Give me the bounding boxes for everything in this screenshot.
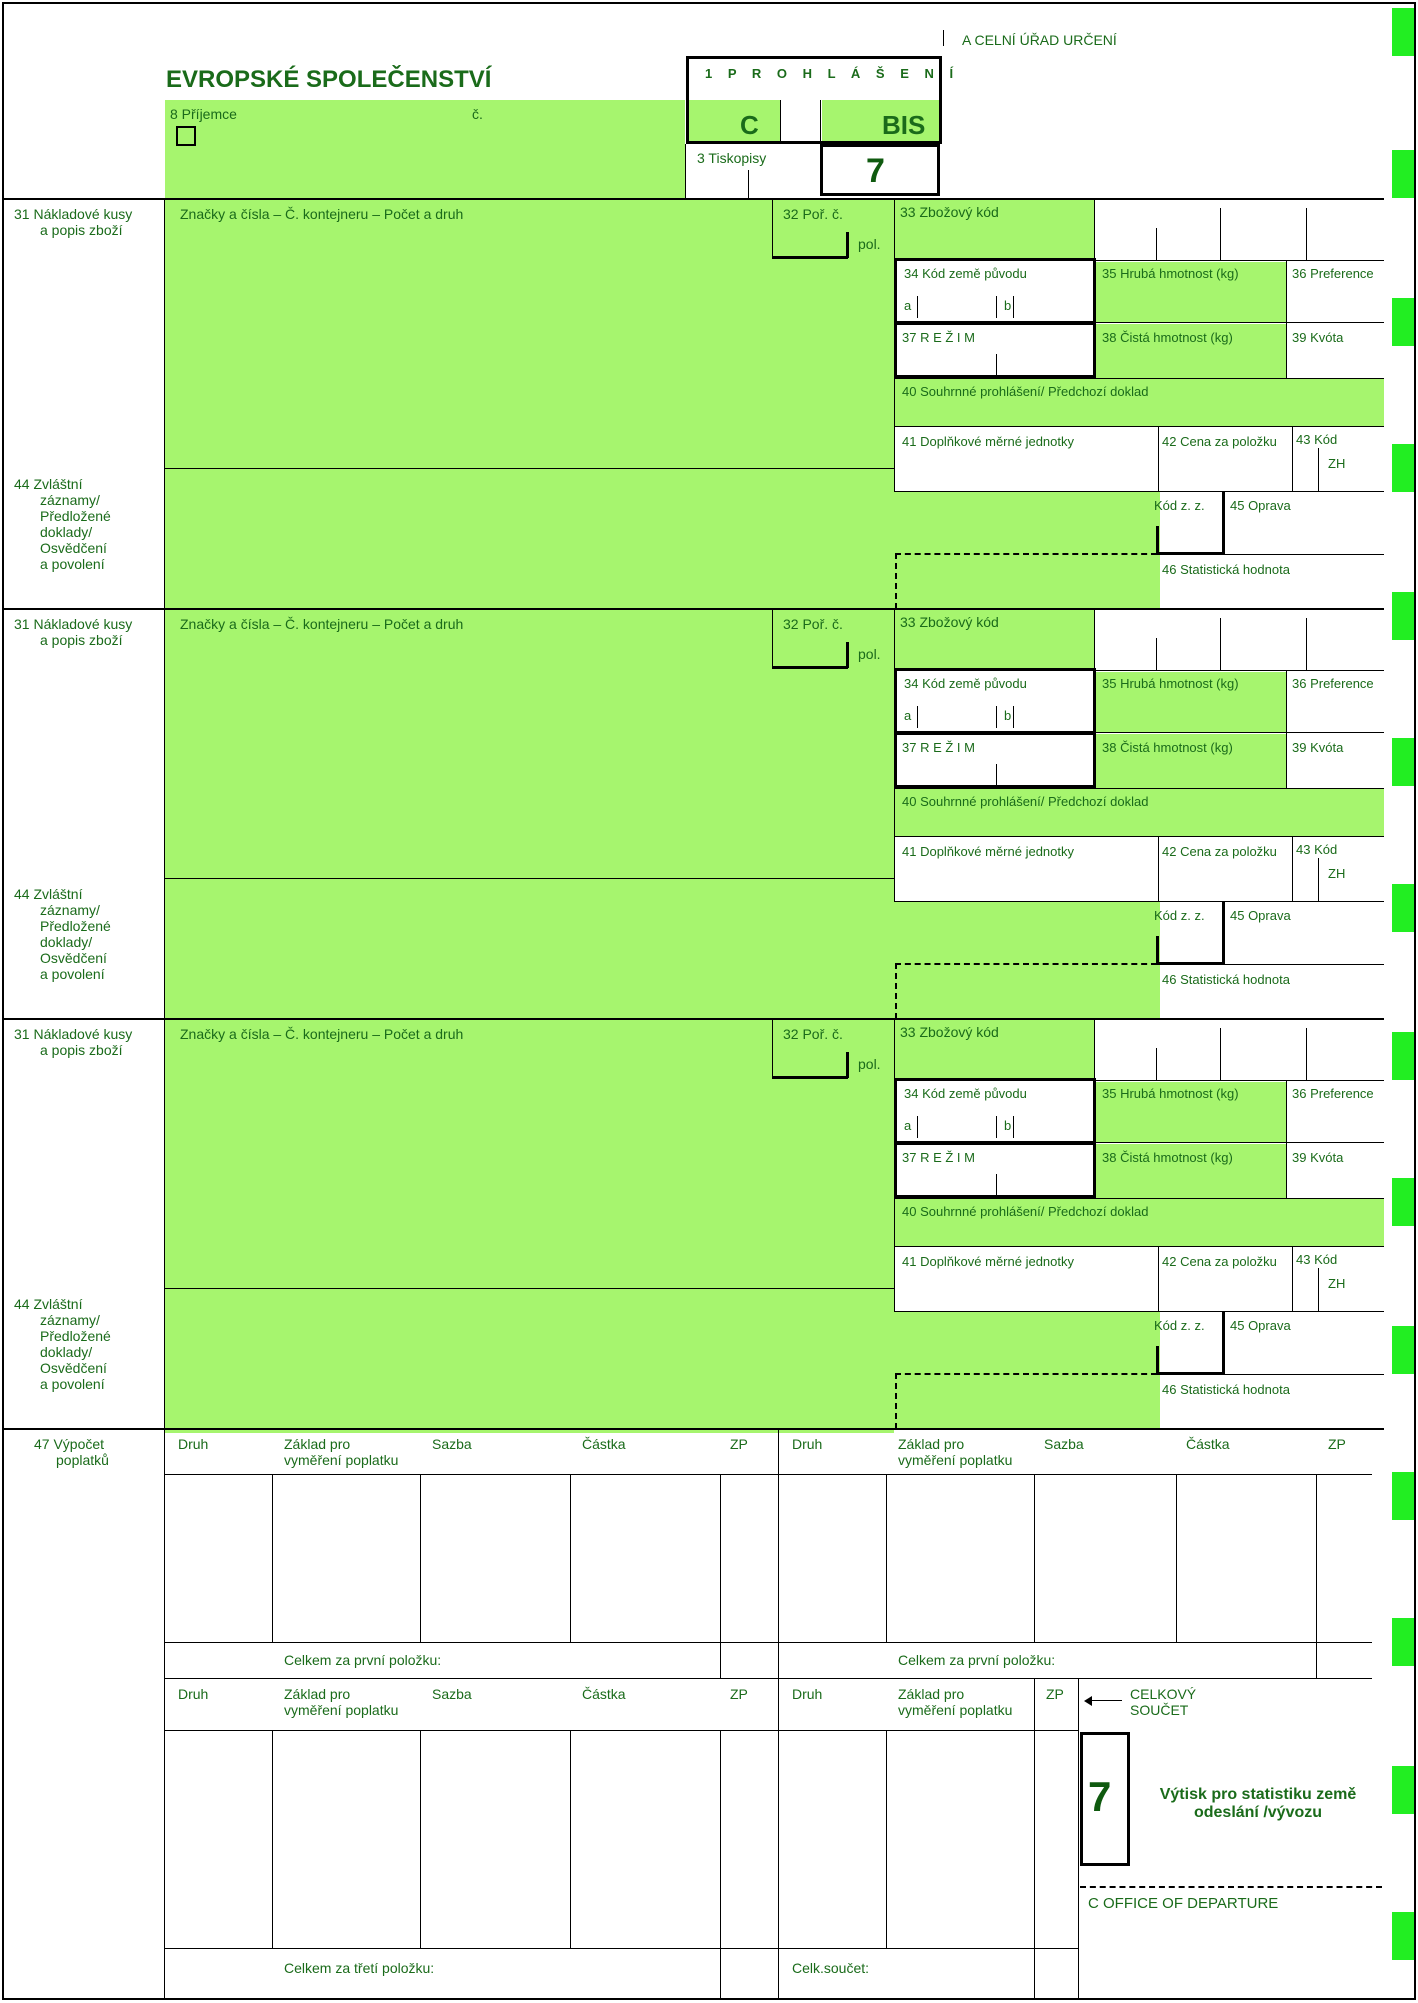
origin-label: 34 Kód země původu	[904, 266, 1027, 281]
special-line-4: Osvědčení	[40, 950, 107, 966]
fee-base-header: Základ pro	[898, 1686, 965, 1702]
side-tab	[1392, 8, 1414, 56]
packages-label: 31 Nákladové kusy	[14, 1026, 133, 1042]
fee-base-header: Základ pro	[284, 1436, 351, 1452]
office-destination-label: A CELNÍ ÚŘAD URČENÍ	[962, 32, 1117, 48]
special-line-1: záznamy/	[40, 492, 100, 508]
fee-base-header: Základ pro	[284, 1686, 351, 1702]
marks-label: Značky a čísla – Č. kontejneru – Počet a druh	[180, 1026, 464, 1042]
fee-amount-header: Částka	[582, 1686, 626, 1702]
special-line-5: a povolení	[40, 966, 105, 982]
fee-kind-header: Druh	[792, 1686, 823, 1702]
grand-subtotal-label: Celk.součet:	[792, 1960, 870, 1976]
origin-a-label: a	[904, 298, 912, 313]
summary-declaration-label: 40 Souhrnné prohlášení/ Předchozí doklad	[902, 1204, 1149, 1219]
special-line-3: doklady/	[40, 1344, 93, 1360]
stat-field-1[interactable]	[894, 554, 1160, 609]
marks-label: Značky a čísla – Č. kontejneru – Počet a druh	[180, 206, 464, 222]
page-title: EVROPSKÉ SPOLEČENSTVÍ	[166, 66, 492, 93]
side-tab	[1392, 1326, 1414, 1374]
side-tab	[1392, 1912, 1414, 1960]
fee-amount-header: Částka	[582, 1436, 626, 1452]
stat-value-label: 46 Statistická hodnota	[1162, 972, 1290, 987]
quota-label: 39 Kvóta	[1292, 1150, 1344, 1165]
item-pol-label: pol.	[858, 646, 881, 662]
fee-zp-header: ZP	[730, 1436, 748, 1452]
special-notes-3[interactable]	[165, 1312, 894, 1429]
zh-label: ZH	[1328, 1276, 1346, 1291]
item-number-label: 32 Poř. č.	[783, 616, 843, 632]
side-tab	[1392, 1618, 1414, 1666]
fee-zp-header: ZP	[1328, 1436, 1346, 1452]
grand-total-label-2: SOUČET	[1130, 1702, 1189, 1718]
fee-zp-header: ZP	[1046, 1686, 1064, 1702]
special-line-3: doklady/	[40, 934, 93, 950]
origin-a-label: a	[904, 708, 912, 723]
side-tab	[1392, 1472, 1414, 1520]
special-line-4: Osvědčení	[40, 540, 107, 556]
fee-rate-header: Sazba	[432, 1686, 472, 1702]
fee-base-header-2: vyměření poplatku	[898, 1452, 1013, 1468]
special-line-2: Předložené	[40, 918, 111, 934]
packages-label: 31 Nákladové kusy	[14, 206, 133, 222]
regime-label: 37 R E Ž I M	[902, 1150, 975, 1165]
stat-value-label: 46 Statistická hodnota	[1162, 562, 1290, 577]
fees-label-2: poplatků	[56, 1452, 109, 1468]
recipient-checkbox[interactable]	[176, 126, 196, 146]
correction-label: 45 Oprava	[1230, 1318, 1291, 1333]
side-tab	[1392, 1766, 1414, 1814]
price-label: 42 Cena za položku	[1162, 434, 1277, 449]
summary-declaration-label: 40 Souhrnné prohlášení/ Předchozí doklad	[902, 794, 1149, 809]
copy-number: 7	[866, 152, 885, 190]
correction-label: 45 Oprava	[1230, 498, 1291, 513]
item-number-label: 32 Poř. č.	[783, 1026, 843, 1042]
special-line-2: Předložené	[40, 1328, 111, 1344]
item-pol-label: pol.	[858, 1056, 881, 1072]
origin-b-label: b	[1004, 1118, 1012, 1133]
gross-mass-label: 35 Hrubá hmotnost (kg)	[1102, 266, 1239, 281]
fee-base-header: Základ pro	[898, 1436, 965, 1452]
side-tab	[1392, 592, 1414, 640]
total-first-item-label: Celkem za první položku:	[898, 1652, 1056, 1668]
packages-label-2: a popis zboží	[40, 1042, 123, 1058]
preference-label: 36 Preference	[1292, 676, 1374, 691]
net-mass-label: 38 Čistá hmotnost (kg)	[1102, 740, 1233, 755]
grand-total-label: CELKOVÝ	[1130, 1686, 1197, 1702]
origin-a-label: a	[904, 1118, 912, 1133]
fee-rate-header: Sazba	[432, 1436, 472, 1452]
special-line-1: záznamy/	[40, 1312, 100, 1328]
preference-label: 36 Preference	[1292, 266, 1374, 281]
origin-label: 34 Kód země původu	[904, 676, 1027, 691]
stat-field-2[interactable]	[894, 964, 1160, 1019]
net-mass-label: 38 Čistá hmotnost (kg)	[1102, 1150, 1233, 1165]
side-tab	[1392, 1032, 1414, 1080]
kod-zz-label: Kód z. z.	[1154, 908, 1205, 923]
commodity-code-label: 33 Zbožový kód	[900, 614, 999, 630]
fee-kind-header: Druh	[178, 1686, 209, 1702]
quota-label: 39 Kvóta	[1292, 740, 1344, 755]
copy-seven-number: 7	[1088, 1773, 1112, 1820]
code-label: 43 Kód	[1296, 432, 1338, 447]
recipient-number-label: č.	[472, 106, 483, 122]
decl-bis: BIS	[882, 110, 926, 140]
kod-zz-label: Kód z. z.	[1154, 1318, 1205, 1333]
special-notes-label: 44 Zvláštní	[14, 1296, 83, 1312]
correction-label: 45 Oprava	[1230, 908, 1291, 923]
side-tab	[1392, 1178, 1414, 1226]
units-label: 41 Doplňkové měrné jednotky	[902, 1254, 1074, 1269]
arrow-left-icon	[1084, 1696, 1092, 1706]
kod-zz-label: Kód z. z.	[1154, 498, 1205, 513]
units-label: 41 Doplňkové měrné jednotky	[902, 844, 1074, 859]
packages-label-2: a popis zboží	[40, 222, 123, 238]
special-line-5: a povolení	[40, 1376, 105, 1392]
commodity-code-label: 33 Zbožový kód	[900, 204, 999, 220]
origin-b-label: b	[1004, 708, 1012, 723]
special-line-4: Osvědčení	[40, 1360, 107, 1376]
packages-label: 31 Nákladové kusy	[14, 616, 133, 632]
stat-value-label: 46 Statistická hodnota	[1162, 1382, 1290, 1397]
side-tab	[1392, 150, 1414, 198]
packages-label-2: a popis zboží	[40, 632, 123, 648]
copy-seven-text: Výtisk pro statistiku země odeslání /vývozu	[1159, 1786, 1357, 1821]
origin-label: 34 Kód země původu	[904, 1086, 1027, 1101]
special-line-2: Předložené	[40, 508, 111, 524]
origin-b-label: b	[1004, 298, 1012, 313]
regime-label: 37 R E Ž I M	[902, 330, 975, 345]
fee-rate-header: Sazba	[1044, 1436, 1084, 1452]
gross-mass-label: 35 Hrubá hmotnost (kg)	[1102, 676, 1239, 691]
side-tab	[1392, 738, 1414, 786]
stat-field-3[interactable]	[894, 1374, 1160, 1429]
total-first-item-label: Celkem za první položku:	[284, 1652, 442, 1668]
fees-label: 47 Výpočet	[34, 1436, 105, 1452]
fee-base-header-2: vyměření poplatku	[284, 1452, 399, 1468]
summary-declaration-label: 40 Souhrnné prohlášení/ Předchozí doklad	[902, 384, 1149, 399]
units-label: 41 Doplňkové měrné jednotky	[902, 434, 1074, 449]
special-notes-1[interactable]	[165, 492, 894, 609]
zh-label: ZH	[1328, 456, 1346, 471]
special-line-3: doklady/	[40, 524, 93, 540]
special-line-1: záznamy/	[40, 902, 100, 918]
code-label: 43 Kód	[1296, 842, 1338, 857]
fee-base-header-2: vyměření poplatku	[284, 1702, 399, 1718]
side-tab	[1392, 298, 1414, 346]
side-tab	[1392, 884, 1414, 932]
price-label: 42 Cena za položku	[1162, 1254, 1277, 1269]
net-mass-label: 38 Čistá hmotnost (kg)	[1102, 330, 1233, 345]
regime-label: 37 R E Ž I M	[902, 740, 975, 755]
fee-kind-header: Druh	[792, 1436, 823, 1452]
decl-c: C	[740, 110, 759, 140]
price-label: 42 Cena za položku	[1162, 844, 1277, 859]
declaration-label: 1 P R O H L Á Š E N Í	[705, 66, 960, 81]
marks-label: Značky a čísla – Č. kontejneru – Počet a druh	[180, 616, 464, 632]
preference-label: 36 Preference	[1292, 1086, 1374, 1101]
zh-label: ZH	[1328, 866, 1346, 881]
commodity-code-label: 33 Zbožový kód	[900, 1024, 999, 1040]
fee-zp-header: ZP	[730, 1686, 748, 1702]
gross-mass-label: 35 Hrubá hmotnost (kg)	[1102, 1086, 1239, 1101]
recipient-label: 8 Příjemce	[170, 106, 237, 122]
special-notes-2[interactable]	[165, 902, 894, 1019]
forms-label: 3 Tiskopisy	[697, 150, 767, 166]
office-departure-label: C OFFICE OF DEPARTURE	[1088, 1895, 1279, 1912]
side-tab	[1392, 444, 1414, 492]
item-pol-label: pol.	[858, 236, 881, 252]
fee-base-header-2: vyměření poplatku	[898, 1702, 1013, 1718]
item-number-label: 32 Poř. č.	[783, 206, 843, 222]
recipient-field[interactable]	[165, 100, 685, 198]
quota-label: 39 Kvóta	[1292, 330, 1344, 345]
special-line-5: a povolení	[40, 556, 105, 572]
fee-amount-header: Částka	[1186, 1436, 1230, 1452]
special-notes-label: 44 Zvláštní	[14, 886, 83, 902]
total-third-item-label: Celkem za třetí položku:	[284, 1960, 435, 1976]
code-label: 43 Kód	[1296, 1252, 1338, 1267]
special-notes-label: 44 Zvláštní	[14, 476, 83, 492]
fee-kind-header: Druh	[178, 1436, 209, 1452]
